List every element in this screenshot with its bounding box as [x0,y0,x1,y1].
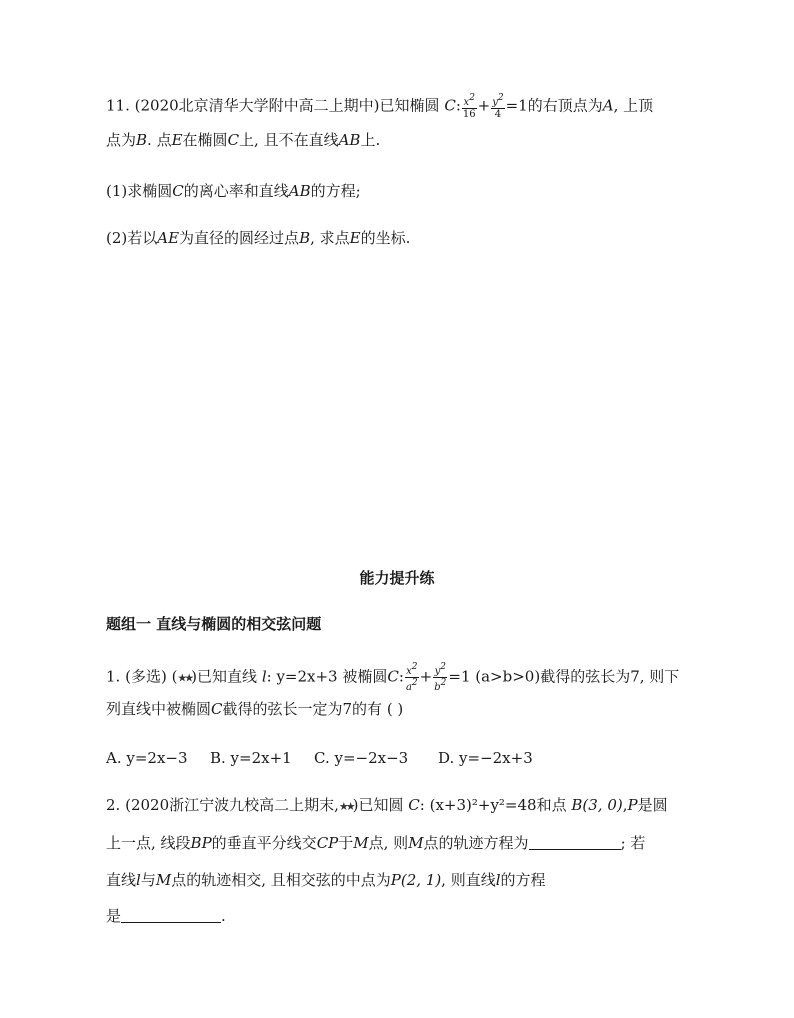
option-a: A. y=2x−3 [106,749,188,767]
fraction-x2-16: $\frac{x2}{16}$ [462,93,476,120]
option-d: D. y=−2x+3 [438,749,533,767]
q2-line-3: 直线l与M点的轨迹相交, 且相交弦的中点为P(2, 1), 则直线l的方程 [106,871,546,889]
fraction-y2-4: $\frac{y2}{4}$ [492,93,504,120]
q11-part-2: (2)若以AE为直径的圆经过点B, 求点E的坐标. [106,229,411,247]
group-title: 题组一 直线与椭圆的相交弦问题 [106,615,322,633]
q2-line-2: 上一点, 线段BP的垂直平分线交CP于M点, 则M点的轨迹方程为 ; 若 [106,834,646,852]
q1-options [106,748,533,768]
option-c: C. y=−2x−3 [314,749,409,767]
q2-number: 2. [106,796,121,814]
curve-name: C [444,96,456,115]
answer-blank-2[interactable] [121,908,221,923]
difficulty-stars-icon: ★★ [177,671,192,685]
section-heading: 能力提升练 [359,569,435,587]
answer-blank-1[interactable] [529,835,621,850]
q11-line-1: 11. (2020北京清华大学附中高二上期中)已知椭圆 C: $\frac{x2}{16}$ + $\frac{y2}{4}$ =1的右顶点为A, 上顶 [106,93,654,120]
q11-number: 11. [106,96,130,115]
q2-line-4: 是 . [106,907,226,925]
q1-line-1: 1. (多选) (★★)已知直线 l: y=2x+3 被椭圆C: $\frac{x2}{a2}$ + $\frac{y2}{b2}$ =1 (a>b>0)截得的弦长为7, 则下 [106,662,680,693]
q1-number: 1. [106,667,121,686]
q2-line-1: 2. (2020浙江宁波九校高二上期末,★★)已知圆 C: (x+3)²+y²=48和点 B(3, 0),P是圆 [106,796,668,814]
fraction-x2-a2: $\frac{x2}{a2}$ [405,662,418,693]
q11-source: (2020北京清华大学附中高二上期中) [134,96,380,115]
q11-part-1: (1)求椭圆C的离心率和直线AB的方程; [106,182,361,200]
q11-line-2: 点为B. 点E在椭圆C上, 且不在直线AB上. [106,131,381,149]
fraction-y2-b2: $\frac{y2}{b2}$ [434,662,447,693]
q1-line-2: 列直线中被椭圆C截得的弦长一定为7的有 ( ) [106,700,404,718]
option-b: B. y=2x+1 [210,749,292,767]
difficulty-stars-icon: ★★ [338,800,353,813]
